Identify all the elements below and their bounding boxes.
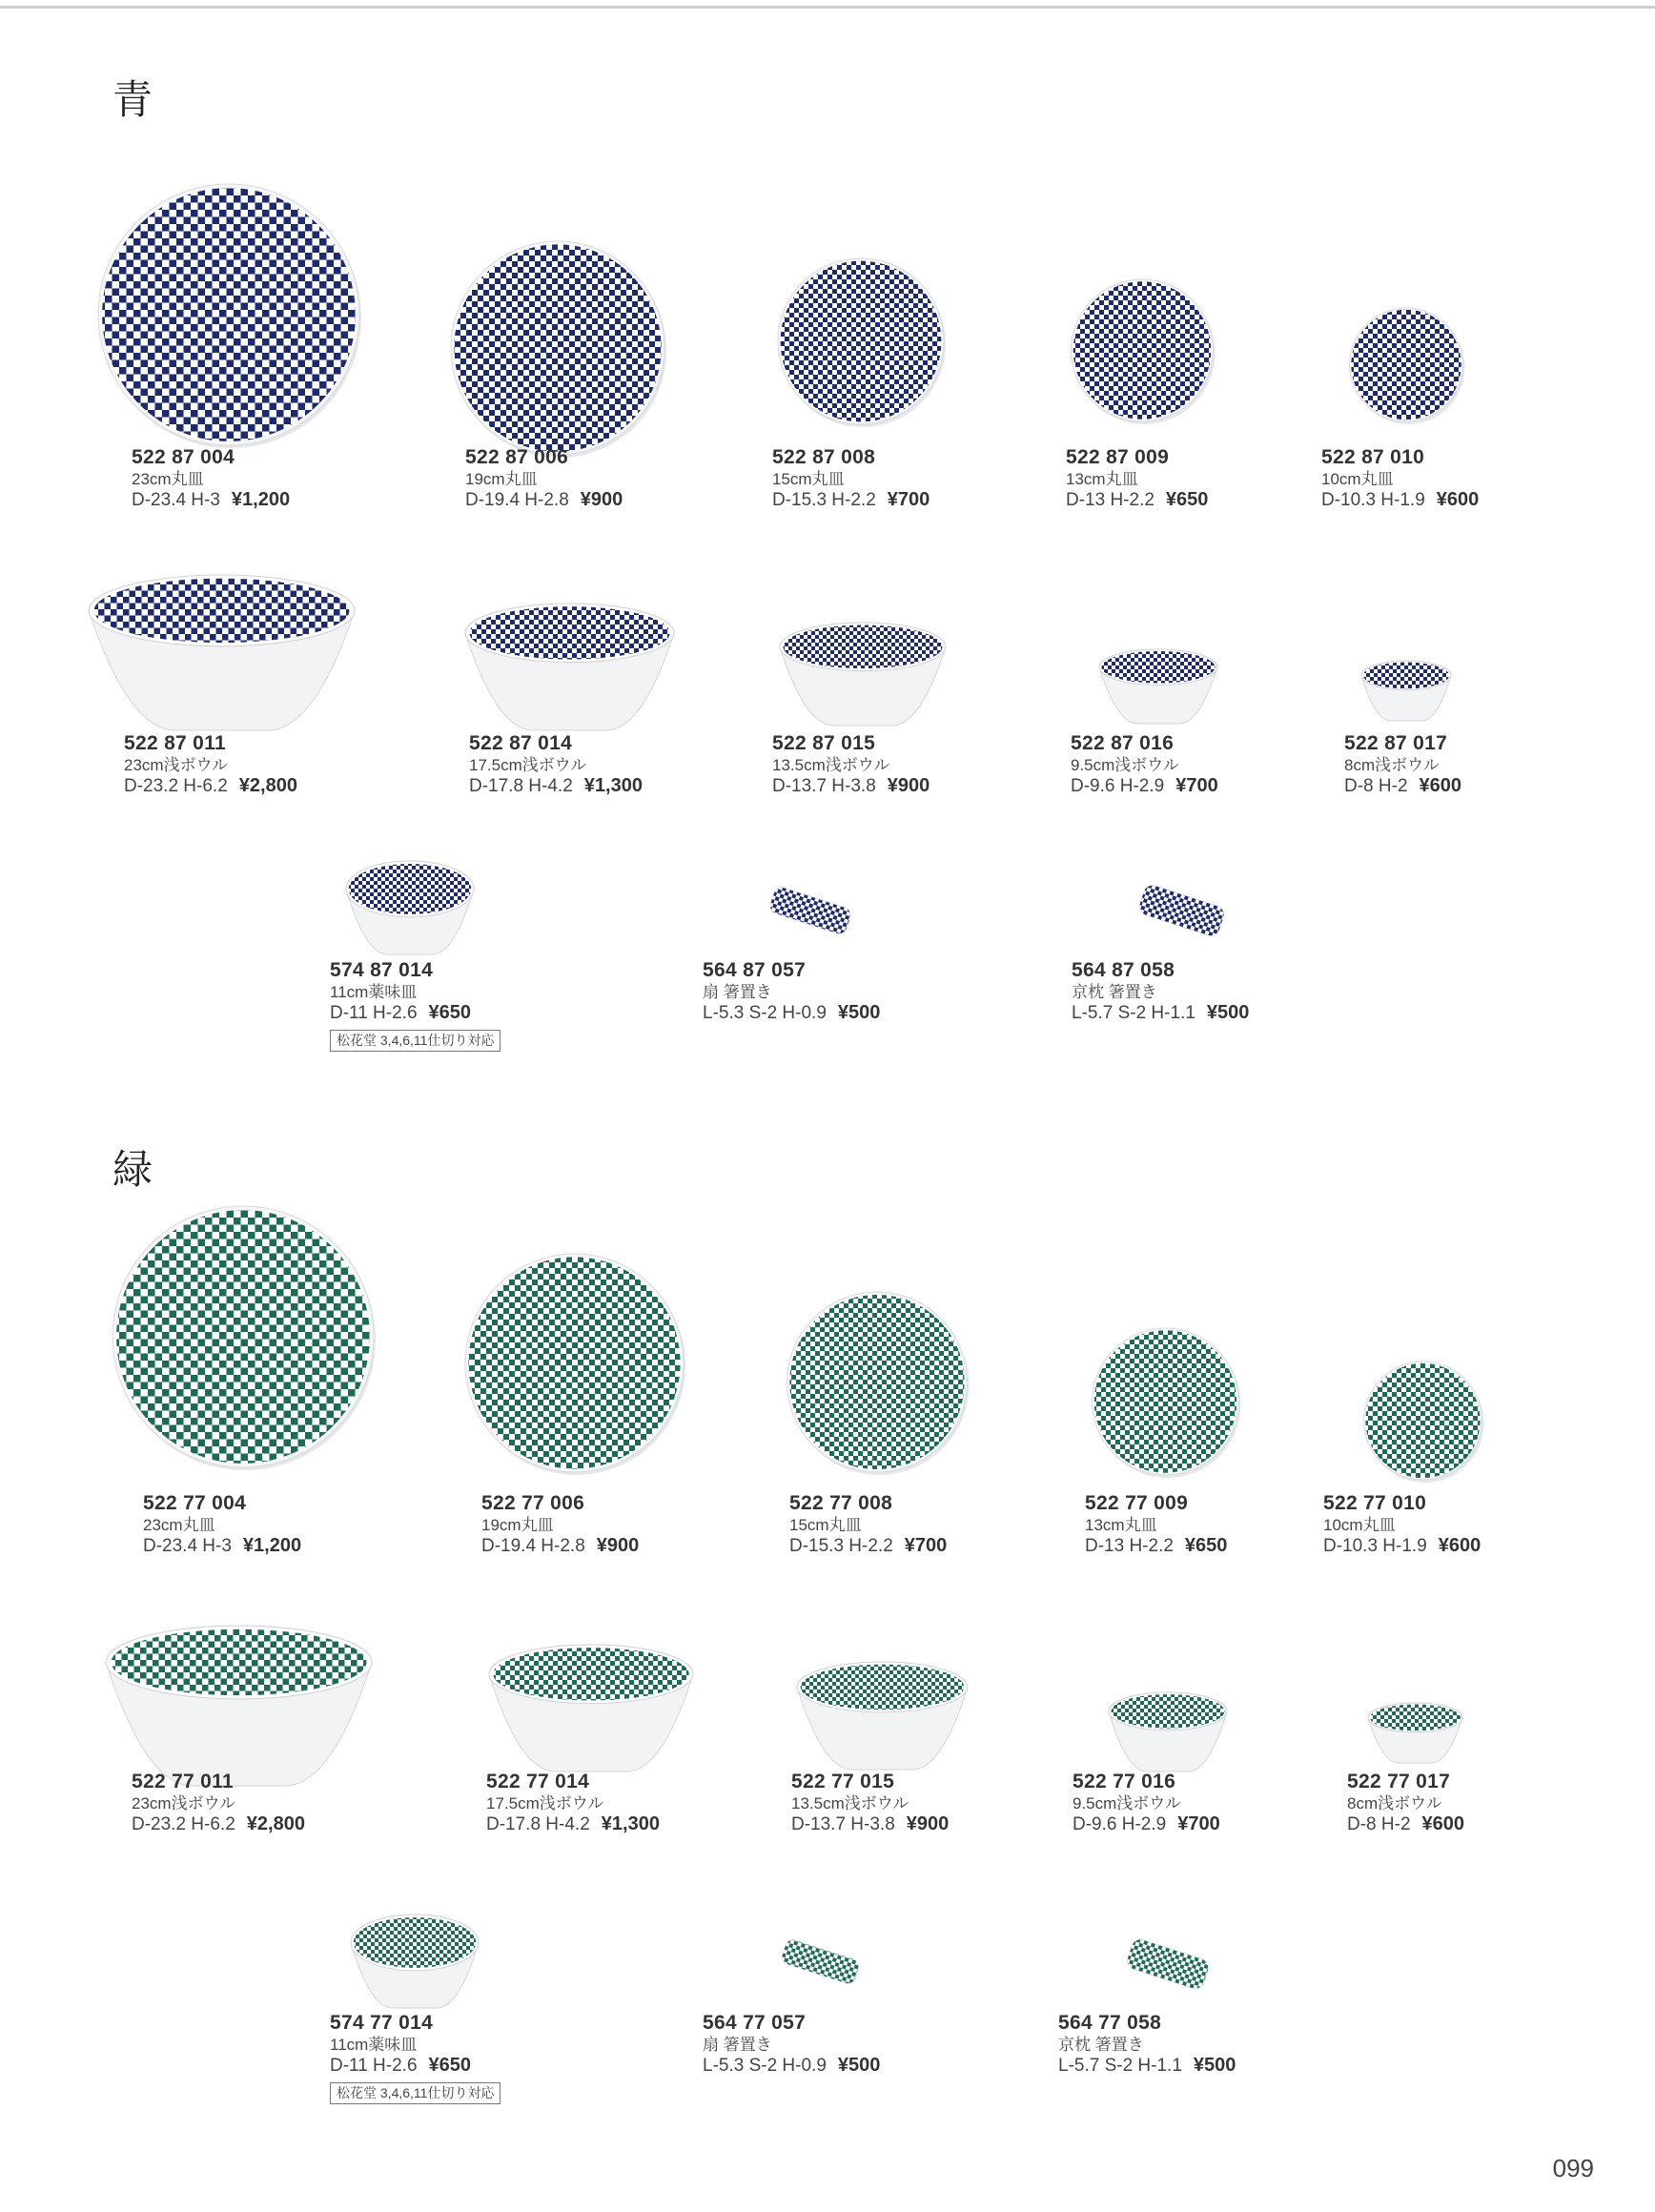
- product-dimensions: D-10.3 H-1.9: [1323, 1535, 1427, 1556]
- product-info: [1072, 959, 1249, 1024]
- product-dimensions: D-8 H-2: [1344, 775, 1408, 796]
- product-code: 522 87 004: [132, 446, 235, 468]
- product-name: 23cm浅ボウル: [132, 1793, 236, 1813]
- product-info: [1071, 732, 1218, 797]
- product-spec-line: [1085, 1535, 1227, 1558]
- product-price: ¥650: [428, 2054, 472, 2076]
- product-name: 8cm浅ボウル: [1344, 755, 1440, 774]
- product-name: 京枕 箸置き: [1072, 982, 1157, 1001]
- product-code: 522 87 008: [772, 446, 876, 468]
- product-code: 522 87 009: [1066, 446, 1170, 468]
- product-code: 564 77 058: [1058, 2012, 1162, 2034]
- product-name: 17.5cm浅ボウル: [469, 755, 587, 774]
- product-name: 9.5cm浅ボウル: [1071, 755, 1179, 774]
- product-info: [1058, 2012, 1236, 2077]
- product-name: 13cm丸皿: [1085, 1515, 1157, 1534]
- product-code: 564 77 057: [703, 2012, 807, 2034]
- product-image: [1087, 1325, 1244, 1478]
- product-price: ¥1,300: [583, 774, 643, 796]
- product-name: 11cm薬味皿: [330, 2035, 418, 2054]
- product-dimensions: D-8 H-2: [1347, 1813, 1411, 1834]
- page-number: 099: [1552, 2154, 1594, 2182]
- product-image: [1096, 646, 1220, 727]
- product-spec-line: [1344, 775, 1461, 798]
- product-spec-line: [330, 1002, 501, 1025]
- product-info: [465, 446, 623, 511]
- product-dimensions: D-13 H-2.2: [1085, 1535, 1174, 1556]
- product-dimensions: D-15.3 H-2.2: [789, 1535, 893, 1556]
- product-image: [1106, 1690, 1230, 1775]
- product-price: ¥900: [580, 488, 623, 510]
- product-price: ¥600: [1438, 1534, 1481, 1556]
- product-code: 522 77 010: [1323, 1492, 1427, 1514]
- product-price: ¥900: [906, 1813, 950, 1834]
- product-image: [1127, 872, 1236, 949]
- product-info: [469, 732, 643, 797]
- product-code: 574 87 014: [330, 959, 434, 981]
- product-price: ¥700: [887, 488, 930, 510]
- product-code: 522 77 016: [1073, 1771, 1176, 1792]
- product-image: [443, 238, 672, 458]
- product-spec-line: [465, 489, 623, 512]
- product-info: [1321, 446, 1479, 511]
- product-price: ¥650: [1165, 488, 1209, 510]
- product-name: 19cm丸皿: [481, 1515, 554, 1534]
- product-code: 522 77 011: [132, 1771, 234, 1792]
- product-image: [348, 1912, 481, 2012]
- product-code: 522 77 017: [1347, 1771, 1451, 1792]
- product-price: ¥900: [887, 774, 930, 796]
- product-code: 522 77 014: [486, 1771, 590, 1792]
- product-image: [86, 572, 358, 734]
- product-name: 9.5cm浅ボウル: [1073, 1793, 1181, 1813]
- product-price: ¥500: [1193, 2054, 1236, 2076]
- product-price: ¥1,200: [242, 1534, 302, 1556]
- product-name: 13cm丸皿: [1066, 469, 1138, 488]
- product-info: [330, 2012, 501, 2104]
- product-name: 10cm丸皿: [1323, 1515, 1396, 1534]
- section-title-blue: 青: [112, 76, 153, 123]
- product-image: [1365, 1700, 1465, 1767]
- product-code: 564 87 058: [1072, 959, 1175, 981]
- product-spec-line: [1321, 489, 1479, 512]
- product-spec-line: [132, 1813, 305, 1836]
- product-info: [772, 446, 930, 511]
- product-dimensions: D-23.4 H-3: [143, 1535, 232, 1556]
- product-price: ¥600: [1419, 774, 1462, 796]
- product-name: 10cm丸皿: [1321, 469, 1394, 488]
- product-dimensions: L-5.7 S-2 H-1.1: [1072, 1002, 1195, 1023]
- product-price: ¥650: [1184, 1534, 1228, 1556]
- product-dimensions: D-9.6 H-2.9: [1071, 775, 1165, 796]
- product-spec-line: [469, 775, 643, 798]
- product-dimensions: D-19.4 H-2.8: [481, 1535, 585, 1556]
- product-spec-line: [1066, 489, 1208, 512]
- product-dimensions: D-13 H-2.2: [1066, 489, 1154, 510]
- product-image: [462, 601, 677, 734]
- product-price: ¥2,800: [246, 1813, 305, 1834]
- product-info: [486, 1771, 660, 1835]
- product-dimensions: D-17.8 H-4.2: [486, 1813, 590, 1834]
- product-price: ¥700: [904, 1534, 948, 1556]
- product-dimensions: D-23.2 H-6.2: [124, 775, 228, 796]
- product-spec-line: [143, 1535, 301, 1558]
- product-info: [1323, 1492, 1481, 1557]
- product-code: 522 87 011: [124, 732, 226, 754]
- product-info: [132, 1771, 305, 1835]
- product-info: [1066, 446, 1208, 511]
- product-name: 23cm浅ボウル: [124, 755, 229, 774]
- product-image: [794, 1659, 971, 1773]
- product-image: [1359, 658, 1454, 725]
- product-price: ¥700: [1177, 1813, 1220, 1834]
- product-code: 522 77 015: [791, 1771, 895, 1792]
- product-image: [770, 1931, 870, 1993]
- product-info: [481, 1492, 639, 1557]
- product-name: 17.5cm浅ボウル: [486, 1793, 604, 1813]
- product-dimensions: D-11 H-2.6: [330, 1002, 418, 1023]
- product-spec-line: [481, 1535, 639, 1558]
- product-spec-line: [703, 2055, 880, 2078]
- product-image: [91, 181, 367, 448]
- product-price: ¥500: [837, 1001, 881, 1023]
- product-dimensions: L-5.7 S-2 H-1.1: [1058, 2055, 1182, 2076]
- product-spec-line: [1058, 2055, 1236, 2078]
- product-code: 522 87 016: [1071, 732, 1175, 754]
- product-image: [486, 1642, 696, 1775]
- product-image: [1115, 1926, 1220, 2002]
- product-dimensions: D-23.4 H-3: [132, 489, 220, 510]
- product-spec-line: [330, 2055, 501, 2078]
- product-code: 522 87 010: [1321, 446, 1425, 468]
- product-info: [1073, 1771, 1220, 1835]
- product-dimensions: D-23.2 H-6.2: [132, 1813, 235, 1834]
- product-image: [777, 620, 949, 729]
- product-dimensions: D-10.3 H-1.9: [1321, 489, 1425, 510]
- product-name: 8cm浅ボウル: [1347, 1793, 1442, 1813]
- product-spec-line: [1347, 1813, 1464, 1836]
- product-code: 522 77 006: [481, 1492, 585, 1514]
- product-spec-line: [1072, 1002, 1249, 1025]
- product-info: [791, 1771, 949, 1835]
- product-name: 23cm丸皿: [132, 469, 204, 488]
- product-price: ¥1,200: [231, 488, 291, 510]
- product-info: [1085, 1492, 1227, 1557]
- product-spec-line: [132, 489, 290, 512]
- product-info: [703, 959, 880, 1024]
- product-info: [1344, 732, 1461, 797]
- section-title-green: 緑: [112, 1146, 153, 1193]
- product-note: 松花堂 3,4,6,11仕切り対応: [330, 2082, 501, 2103]
- product-spec-line: [772, 489, 930, 512]
- product-code: 564 87 057: [703, 959, 807, 981]
- product-note: 松花堂 3,4,6,11仕切り対応: [330, 1030, 501, 1051]
- product-price: ¥600: [1436, 488, 1480, 510]
- product-code: 574 77 014: [330, 2012, 434, 2034]
- product-price: ¥500: [837, 2054, 881, 2076]
- product-name: 13.5cm浅ボウル: [772, 755, 890, 774]
- product-name: 19cm丸皿: [465, 469, 538, 488]
- product-code: 522 77 004: [143, 1492, 247, 1514]
- product-name: 扇 箸置き: [703, 982, 772, 1001]
- product-dimensions: D-13.7 H-3.8: [791, 1813, 895, 1834]
- product-code: 522 87 015: [772, 732, 876, 754]
- product-info: [1347, 1771, 1464, 1835]
- product-image: [1359, 1359, 1487, 1483]
- product-spec-line: [1073, 1813, 1220, 1836]
- product-spec-line: [124, 775, 297, 798]
- product-dimensions: D-19.4 H-2.8: [465, 489, 569, 510]
- product-code: 522 87 006: [465, 446, 569, 468]
- product-price: ¥1,300: [601, 1813, 660, 1834]
- top-rule: [0, 6, 1655, 9]
- product-name: 13.5cm浅ボウル: [791, 1793, 909, 1813]
- product-image: [758, 877, 863, 944]
- product-info: [789, 1492, 947, 1557]
- product-name: 15cm丸皿: [789, 1515, 862, 1534]
- product-spec-line: [789, 1535, 947, 1558]
- product-price: ¥700: [1175, 774, 1218, 796]
- product-image: [1344, 305, 1468, 424]
- product-info: [772, 732, 930, 797]
- product-image: [103, 1623, 375, 1790]
- product-price: ¥600: [1421, 1813, 1465, 1834]
- product-name: 23cm丸皿: [143, 1515, 215, 1534]
- product-name: 15cm丸皿: [772, 469, 845, 488]
- product-image: [105, 1203, 381, 1470]
- product-info: [703, 2012, 880, 2077]
- product-code: 522 77 008: [789, 1492, 893, 1514]
- product-name: 京枕 箸置き: [1058, 2035, 1144, 2054]
- product-spec-line: [772, 775, 930, 798]
- product-image: [343, 858, 477, 958]
- product-info: [143, 1492, 301, 1557]
- product-dimensions: D-11 H-2.6: [330, 2055, 418, 2076]
- product-spec-line: [791, 1813, 949, 1836]
- product-dimensions: D-13.7 H-3.8: [772, 775, 876, 796]
- product-price: ¥2,800: [238, 774, 297, 796]
- product-image: [770, 256, 951, 427]
- product-image: [782, 1289, 972, 1475]
- product-image: [458, 1251, 691, 1475]
- product-price: ¥900: [596, 1534, 640, 1556]
- product-dimensions: D-17.8 H-4.2: [469, 775, 573, 796]
- product-spec-line: [1071, 775, 1218, 798]
- product-name: 11cm薬味皿: [330, 982, 418, 1001]
- product-code: 522 87 017: [1344, 732, 1448, 754]
- product-image: [1066, 276, 1218, 424]
- product-spec-line: [703, 1002, 880, 1025]
- product-spec-line: [486, 1813, 660, 1836]
- product-code: 522 87 014: [469, 732, 573, 754]
- product-dimensions: D-9.6 H-2.9: [1073, 1813, 1167, 1834]
- product-dimensions: L-5.3 S-2 H-0.9: [703, 1002, 827, 1023]
- product-price: ¥650: [428, 1001, 472, 1023]
- product-price: ¥500: [1206, 1001, 1250, 1023]
- product-info: [330, 959, 501, 1052]
- product-spec-line: [1323, 1535, 1481, 1558]
- product-info: [132, 446, 290, 511]
- product-name: 扇 箸置き: [703, 2035, 772, 2054]
- product-code: 522 77 009: [1085, 1492, 1189, 1514]
- product-info: [124, 732, 297, 797]
- product-dimensions: D-15.3 H-2.2: [772, 489, 876, 510]
- product-dimensions: L-5.3 S-2 H-0.9: [703, 2055, 827, 2076]
